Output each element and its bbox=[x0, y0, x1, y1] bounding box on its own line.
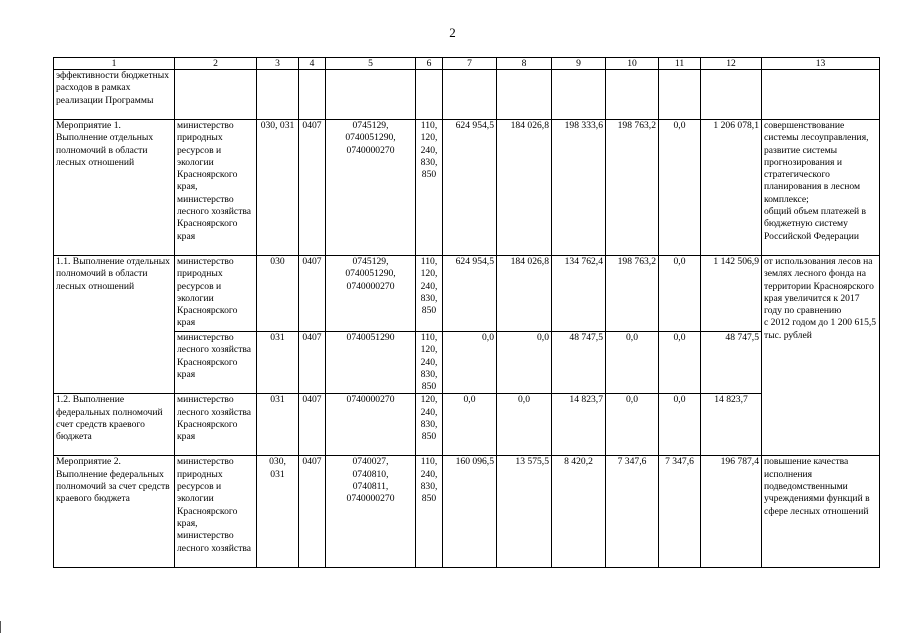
amount-cell bbox=[606, 70, 659, 120]
activity-name-cell: Мероприятие 2. Выполнение федеральных полномочий за счет средств краевого бюджета bbox=[54, 456, 175, 568]
amount-cell: 0,0 bbox=[659, 256, 701, 332]
table-row bbox=[54, 256, 880, 332]
amount-cell: 198 333,6 bbox=[552, 120, 606, 256]
total-amount-cell bbox=[701, 70, 762, 120]
activity-name-cell: эффективности бюджетных расходов в рамках реализации Программы bbox=[54, 70, 175, 120]
executor-cell bbox=[175, 70, 257, 120]
amount-cell: 13 575,5 bbox=[497, 456, 552, 568]
amount-cell bbox=[497, 70, 552, 120]
column-number-header: 10 bbox=[606, 58, 659, 70]
target-article-cell: 0740027, 0740810, 0740811, 0740000270 bbox=[326, 456, 416, 568]
amount-cell: 198 763,2 bbox=[606, 120, 659, 256]
amount-cell: 0,0 bbox=[659, 120, 701, 256]
grbs-code-cell bbox=[257, 70, 299, 120]
expense-type-cell: 110, 120, 240, 830, 850 bbox=[416, 256, 443, 332]
total-amount-cell: 48 747,5 bbox=[701, 332, 762, 394]
amount-cell: 7 347,6 bbox=[659, 456, 701, 568]
expected-result-cell bbox=[762, 70, 880, 120]
column-number-header: 3 bbox=[257, 58, 299, 70]
grbs-code-cell: 030, 031 bbox=[257, 120, 299, 256]
activity-name-cell: 1.2. Выполнение федеральных полномочий счет средств краевого бюджета bbox=[54, 394, 175, 456]
expense-type-cell: 110, 120, 240, 830, 850 bbox=[416, 120, 443, 256]
section-code-cell: 0407 bbox=[299, 120, 326, 256]
expected-result-cell: от использования лесов на землях лесного фонда на территории Красноярского края увеличится к 2017 году по сравнению с 2012 годом до 1 200 615,5 тыс. рублей bbox=[762, 256, 880, 456]
grbs-code-cell: 031 bbox=[257, 332, 299, 394]
expected-result-cell: совершенствование системы лесоуправления, развитие системы прогнозирования и стратегического планирования в лесном комплексе; общий объем платежей в бюджетную систему Российской Федерации bbox=[762, 120, 880, 256]
amount-cell: 160 096,5 bbox=[443, 456, 497, 568]
amount-cell: 184 026,8 bbox=[497, 120, 552, 256]
section-code-cell bbox=[299, 70, 326, 120]
table-row bbox=[54, 394, 880, 456]
expense-type-cell: 110, 120, 240, 830, 850 bbox=[416, 332, 443, 394]
amount-cell: 624 954,5 bbox=[443, 120, 497, 256]
column-number-header: 11 bbox=[659, 58, 701, 70]
column-number-header: 6 bbox=[416, 58, 443, 70]
amount-cell: 48 747,5 bbox=[552, 332, 606, 394]
amount-cell: 0,0 bbox=[659, 332, 701, 394]
amount-cell: 134 762,4 bbox=[552, 256, 606, 332]
column-number-header-row bbox=[54, 58, 880, 70]
executor-cell: министерство природных ресурсов и экологии Красноярского края bbox=[175, 256, 257, 332]
target-article-cell: 0745129, 0740051290, 0740000270 bbox=[326, 120, 416, 256]
grbs-code-cell: 031 bbox=[257, 394, 299, 456]
table-row bbox=[54, 70, 880, 120]
executor-cell: министерство природных ресурсов и экологии Красноярского края, министерство лесного хозяйства bbox=[175, 456, 257, 568]
amount-cell: 0,0 bbox=[606, 332, 659, 394]
target-article-cell: 0740000270 bbox=[326, 394, 416, 456]
expense-type-cell: 110, 240, 830, 850 bbox=[416, 456, 443, 568]
amount-cell: 184 026,8 bbox=[497, 256, 552, 332]
column-number-header: 7 bbox=[443, 58, 497, 70]
total-amount-cell: 1 142 506,9 bbox=[701, 256, 762, 332]
activity-name-cell: 1.1. Выполнение отдельных полномочий в области лесных отношений bbox=[54, 256, 175, 394]
amount-cell: 0,0 bbox=[659, 394, 701, 456]
column-number-header: 13 bbox=[762, 58, 880, 70]
target-article-cell: 0740051290 bbox=[326, 332, 416, 394]
section-code-cell: 0407 bbox=[299, 256, 326, 332]
target-article-cell: 0745129, 0740051290, 0740000270 bbox=[326, 256, 416, 332]
amount-cell: 198 763,2 bbox=[606, 256, 659, 332]
column-number-header: 4 bbox=[299, 58, 326, 70]
amount-cell: 0,0 bbox=[443, 332, 497, 394]
table-row bbox=[54, 120, 880, 256]
table-row bbox=[54, 332, 880, 394]
column-number-header: 1 bbox=[54, 58, 175, 70]
column-number-header: 12 bbox=[701, 58, 762, 70]
executor-cell: министерство лесного хозяйства Красноярского края bbox=[175, 394, 257, 456]
amount-cell: 8 420,2 bbox=[552, 456, 606, 568]
amount-cell: 0,0 bbox=[606, 394, 659, 456]
amount-cell bbox=[443, 70, 497, 120]
amount-cell bbox=[552, 70, 606, 120]
budget-table bbox=[53, 57, 880, 568]
amount-cell: 0,0 bbox=[497, 394, 552, 456]
column-number-header: 2 bbox=[175, 58, 257, 70]
activity-name-cell: Мероприятие 1. Выполнение отдельных полномочий в области лесных отношений bbox=[54, 120, 175, 256]
total-amount-cell: 14 823,7 bbox=[701, 394, 762, 456]
total-amount-cell: 1 206 078,1 bbox=[701, 120, 762, 256]
target-article-cell bbox=[326, 70, 416, 120]
scan-edge-mark bbox=[0, 621, 1, 633]
expected-result-cell: повышение качества исполнения подведомственными учреждениями функций в сфере лесных отношений bbox=[762, 456, 880, 568]
grbs-code-cell: 030, 031 bbox=[257, 456, 299, 568]
amount-cell: 14 823,7 bbox=[552, 394, 606, 456]
page-number: 2 bbox=[449, 25, 456, 40]
column-number-header: 9 bbox=[552, 58, 606, 70]
expense-type-cell: 120, 240, 830, 850 bbox=[416, 394, 443, 456]
expense-type-cell bbox=[416, 70, 443, 120]
total-amount-cell: 196 787,4 bbox=[701, 456, 762, 568]
section-code-cell: 0407 bbox=[299, 456, 326, 568]
table-row bbox=[54, 456, 880, 568]
section-code-cell: 0407 bbox=[299, 332, 326, 394]
amount-cell: 7 347,6 bbox=[606, 456, 659, 568]
grbs-code-cell: 030 bbox=[257, 256, 299, 332]
amount-cell: 0,0 bbox=[443, 394, 497, 456]
amount-cell: 0,0 bbox=[497, 332, 552, 394]
column-number-header: 5 bbox=[326, 58, 416, 70]
column-number-header: 8 bbox=[497, 58, 552, 70]
executor-cell: министерство лесного хозяйства Красноярского края bbox=[175, 332, 257, 394]
executor-cell: министерство природных ресурсов и экологии Красноярского края, министерство лесного хозяйства Красноярского края bbox=[175, 120, 257, 256]
section-code-cell: 0407 bbox=[299, 394, 326, 456]
amount-cell bbox=[659, 70, 701, 120]
amount-cell: 624 954,5 bbox=[443, 256, 497, 332]
